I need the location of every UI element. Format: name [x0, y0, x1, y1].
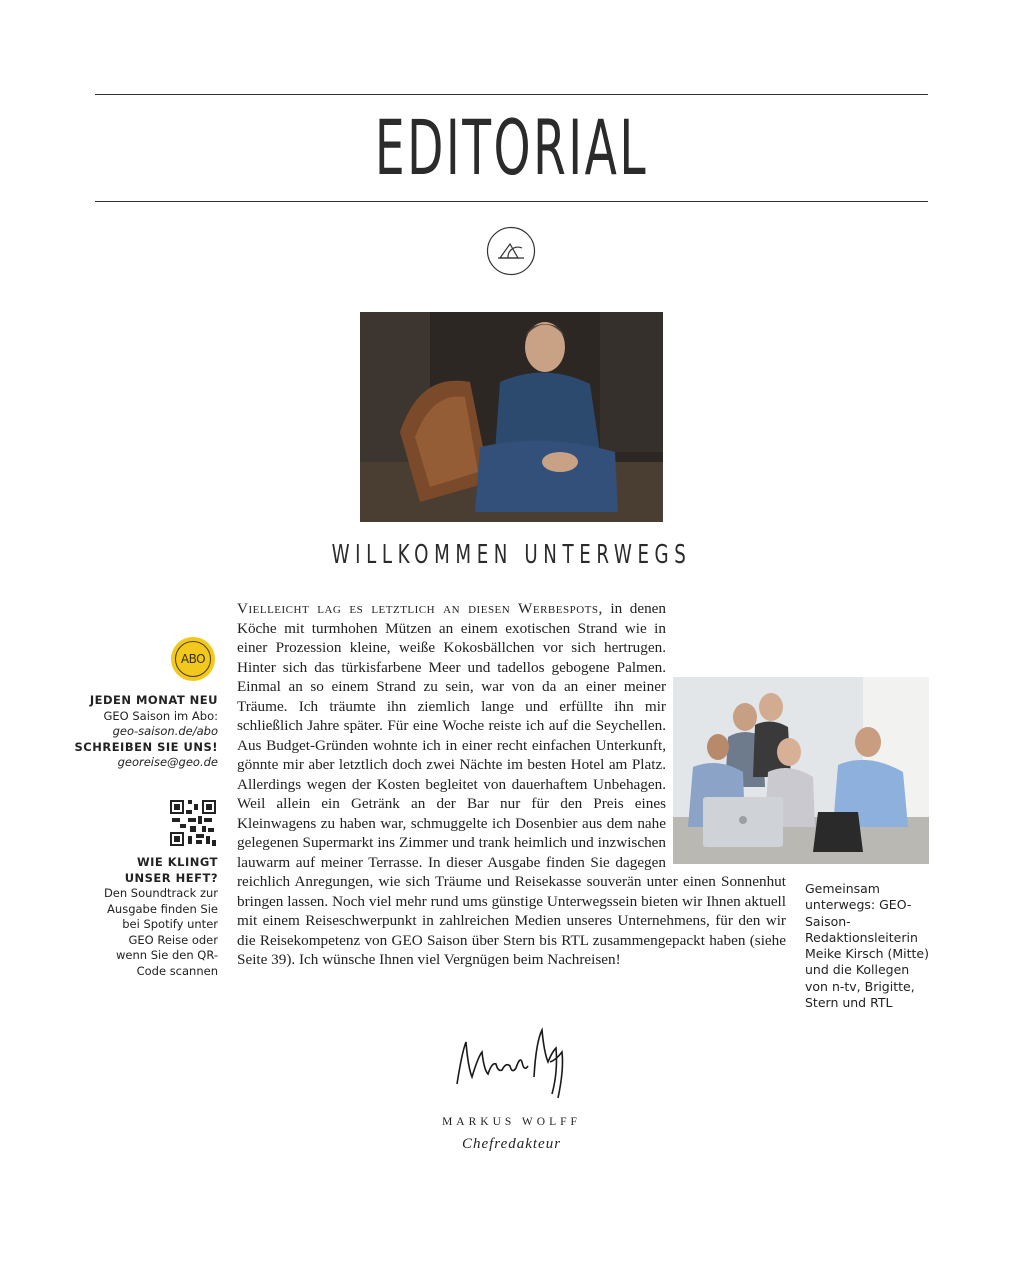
article-headline: WILLKOMMEN UNTERWEGS	[331, 540, 692, 570]
portrait-photo	[360, 312, 663, 522]
write-heading: SCHREIBEN SIE UNS!	[74, 739, 218, 754]
bottom-rule	[95, 201, 928, 202]
monthly-text: GEO Saison im Abo:	[103, 708, 218, 723]
sound-heading-1: WIE KLINGT	[136, 855, 218, 869]
page-title: EDITORIAL	[374, 103, 649, 192]
geo-saison-logo-icon	[486, 226, 536, 276]
abo-badge-label: ABO	[175, 641, 211, 677]
signature-icon	[452, 1022, 572, 1102]
lead-in: Vielleicht lag es letztlich an diesen Werbespots,	[237, 600, 603, 617]
body-paragraph: in denen Köche mit turmhohen Mützen an einem exotischen Strand wie in einer Prozession kleine, weiße Kokosbällchen vor sich hertrugen. Hinter sich das türkisfarbene Meer und tadellos gebogene Palmen. Einmal an so einem Strand zu sein, war von da an einer meiner Träume. Ich träumte ihn ziemlich lange und erfüllte ihn mir schließlich Jahre später. Für eine Woche reiste ich auf die Seychellen. Aus Budget-Gründen wohnte ich in einer recht einfachen Unterkunft, gönnte mir aber letztlich doch zwei Nächte im besten Hotel am Platz. Allerdings wegen der Kosten begleitet von dauerhaftem Unbehagen. Weil allein ein Getränk an der Bar nur für den Preis eines Kleinwagens zu haben war, schmuggelte ich Dosenbier aus dem nahe gelegenen Supermarkt ins Zimmer und trank heimlich und inzwischen lauwarm auf meiner Terrasse. In dieser Ausgabe finden Sie dagegen reichlich Anregungen, wie sich Träume und Reisekasse souverän unter einen Sonnenhut bringen lassen. Noch viel mehr rund ums günstige Unterwegssein bieten wir Ihnen aktuell mit einem Reiseschwerpunkt in zahlreichen Medien unseres Unternehmens, für den wir die Reisekompetenz von GEO Saison über Stern bis RTL zusammengepackt haben (siehe Seite 39). Ich wünsche Ihnen viel Vergnügen beim Nachreisen!	[237, 600, 786, 968]
team-photo-caption: Gemeinsam unterwegs: GEO-Saison-Redaktionsleiterin Meike Kirsch (Mitte) und die Kollegen von n-tv, Brigitte, Stern und RTL	[805, 881, 929, 1011]
monthly-heading: JEDEN MONAT NEU	[89, 693, 218, 707]
top-rule	[95, 94, 928, 95]
soundtrack-info	[96, 855, 218, 979]
author-name: MARKUS WOLFF	[442, 1116, 581, 1128]
qr-code-icon[interactable]	[170, 800, 216, 846]
subscription-info	[75, 693, 219, 771]
sound-text: Den Soundtrack zur Ausgabe finden Sie bei Spotify unter GEO Reise oder wenn Sie den QR-Code scannen	[103, 886, 218, 978]
abo-badge-icon	[171, 637, 215, 681]
team-photo	[673, 677, 929, 864]
abo-link[interactable]: geo-saison.de/abo	[112, 724, 218, 738]
email-link[interactable]: georeise@geo.de	[117, 755, 218, 769]
author-role: Chefredakteur	[461, 1136, 562, 1152]
sound-heading-2: UNSER HEFT?	[124, 870, 218, 885]
